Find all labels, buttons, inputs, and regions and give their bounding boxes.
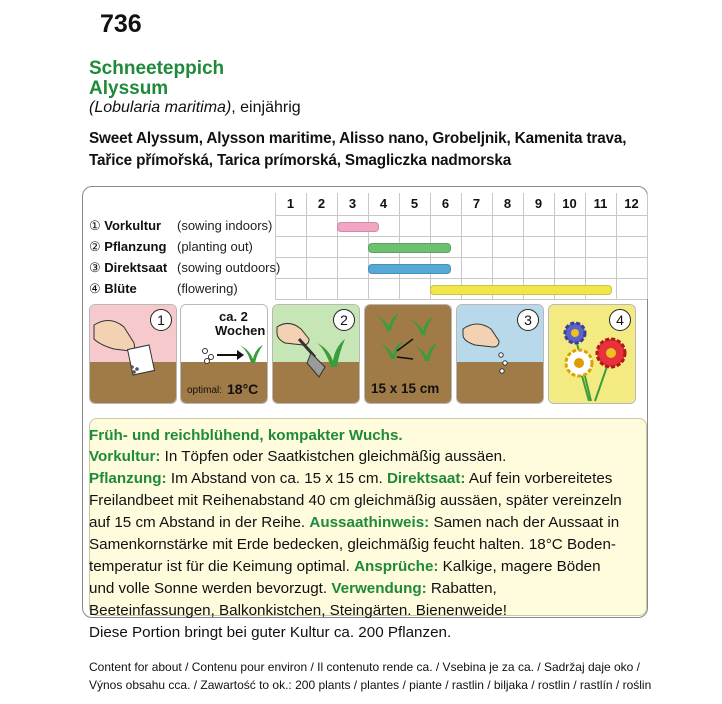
pictogram-spacing	[364, 304, 452, 404]
verwendung-text: Rabatten,	[426, 580, 497, 597]
lifecycle: , einjährig	[231, 99, 301, 116]
line8-text: und volle Sonne werden bevorzugt.	[89, 580, 332, 597]
description-line-10: Diese Portion bringt bei guter Kultur ca. 200 Pflanzen.	[89, 624, 452, 641]
pflanzung-text: Im Abstand von ca. 15 x 15 cm.	[166, 470, 387, 487]
activity-name: Vorkultur	[104, 218, 162, 233]
description-line-pflanzung	[89, 470, 612, 487]
month-label: 10	[562, 196, 577, 211]
pictogram-sowing-indoors	[89, 304, 177, 404]
calendar-bar	[368, 243, 451, 253]
calendar-bar	[368, 264, 451, 274]
pictogram-direct-sowing	[456, 304, 544, 404]
pictogram-flowering	[548, 304, 636, 404]
calendar-row	[89, 278, 645, 299]
step-symbol: ③	[89, 260, 105, 275]
ansprueche-label: Ansprüche:	[354, 558, 439, 575]
sowing-seeds-icon	[457, 305, 543, 403]
calendar-row	[89, 215, 645, 236]
product-name: Alyssum	[89, 78, 169, 99]
calendar-row	[89, 257, 645, 278]
month-label: 9	[534, 196, 543, 211]
sowing-calendar	[89, 193, 645, 297]
step-badge: 3	[517, 309, 539, 331]
pictogram-planting-out	[272, 304, 360, 404]
step-badge: 1	[150, 309, 172, 331]
line7-text: temperatur ist für die Keimung optimal.	[89, 558, 355, 575]
product-number: 736	[100, 10, 142, 38]
step-symbol: ④	[89, 281, 105, 296]
description-headline	[89, 427, 403, 444]
description-line-4: Freilandbeet mit Reihenabstand 40 cm gleichmäßig aussäen, später vereinzeln	[89, 492, 622, 509]
month-header	[275, 193, 645, 215]
month-label: 1	[286, 196, 295, 211]
month-label: 8	[503, 196, 512, 211]
activity-name: Pflanzung	[104, 239, 167, 254]
verwendung-label: Verwendung:	[331, 580, 427, 597]
calendar-row	[89, 236, 645, 257]
activity-name: Direktsaat	[104, 260, 168, 275]
description-line-vorkultur	[89, 448, 506, 465]
description-line-9: Beeteinfassungen, Balkonkistchen, Steingärten. Bienenweide!	[89, 602, 507, 619]
aussaat-label: Aussaathinweis:	[309, 514, 430, 531]
month-label: 4	[379, 196, 388, 211]
optimal-label: optimal:	[187, 385, 223, 396]
month-label: 7	[472, 196, 481, 211]
translations-line-1: Sweet Alyssum, Alysson maritime, Alisso nano, Grobeljnik, Kamenita trava,	[89, 130, 627, 147]
calendar-row-label	[89, 215, 273, 236]
activity-english: (planting out)	[177, 239, 253, 254]
description-line-8	[89, 580, 497, 597]
flowers-icon	[549, 305, 635, 403]
sowing-hand-icon	[90, 305, 176, 403]
pictogram-germination	[180, 304, 268, 404]
germination-time: ca. 2	[219, 309, 248, 324]
month-label: 5	[410, 196, 419, 211]
direktsaat-text: Auf fein vorbereitetes	[465, 470, 613, 487]
description-line-5	[89, 514, 619, 531]
calendar-bar	[337, 222, 379, 232]
headline-text: Früh- und reichblühend, kompakter Wuchs.	[89, 427, 403, 444]
vorkultur-label: Vorkultur:	[89, 448, 161, 465]
description-line-7	[89, 558, 601, 575]
latin-name-italic: (Lobularia maritima)	[89, 99, 232, 116]
month-label: 12	[624, 196, 639, 211]
step-symbol: ②	[89, 239, 105, 254]
activity-english: (sowing indoors)	[177, 218, 273, 233]
content-amount-line-2: Výnos obsahu cca. / Zawartość to ok.: 200 plants / plantes / piante / rastlin / biljaka / rostlin / rastlín / roślin	[89, 678, 652, 692]
month-label: 6	[441, 196, 450, 211]
direktsaat-label: Direktsaat:	[386, 470, 466, 487]
line5-text: auf 15 cm Abstand in der Reihe.	[89, 514, 310, 531]
month-label: 3	[348, 196, 357, 211]
pflanzung-label: Pflanzung:	[89, 470, 167, 487]
month-label: 11	[593, 196, 608, 211]
optimal-temperature: 18°C	[227, 381, 259, 397]
grid-line	[647, 193, 648, 299]
content-amount-line-1: Content for about / Contenu pour environ / Il contenuto rende ca. / Vsebina je za ca. / Sadržaj daje oko /	[89, 660, 641, 674]
calendar-bar	[430, 285, 612, 295]
ansprueche-text: Kalkige, magere Böden	[438, 558, 601, 575]
trowel-icon	[273, 305, 359, 403]
activity-english: (flowering)	[177, 281, 238, 296]
calendar-row-label	[89, 278, 238, 299]
germination-unit: Wochen	[215, 323, 266, 338]
step-badge: 4	[609, 309, 631, 331]
calendar-row-label	[89, 236, 253, 257]
calendar-row-label	[89, 257, 281, 278]
aussaat-text: Samen nach der Aussaat in	[429, 514, 620, 531]
plant-spacing: 15 x 15 cm	[371, 381, 440, 396]
vorkultur-text: In Töpfen oder Saatkistchen gleichmäßig aussäen.	[160, 448, 507, 465]
translations-line-2: Tařice přímořská, Tarica prímorská, Smagliczka nadmorska	[89, 152, 512, 169]
step-badge: 2	[333, 309, 355, 331]
description-line-6: Samenkornstärke mit Erde bedecken, gleichmäßig feucht halten. 18°C Boden-	[89, 536, 616, 553]
product-name-german: Schneeteppich	[89, 58, 225, 79]
step-symbol: ①	[89, 218, 105, 233]
latin-name	[89, 99, 301, 117]
grid-line	[275, 299, 647, 300]
activity-name: Blüte	[104, 281, 137, 296]
activity-english: (sowing outdoors)	[177, 260, 281, 275]
month-label: 2	[317, 196, 326, 211]
